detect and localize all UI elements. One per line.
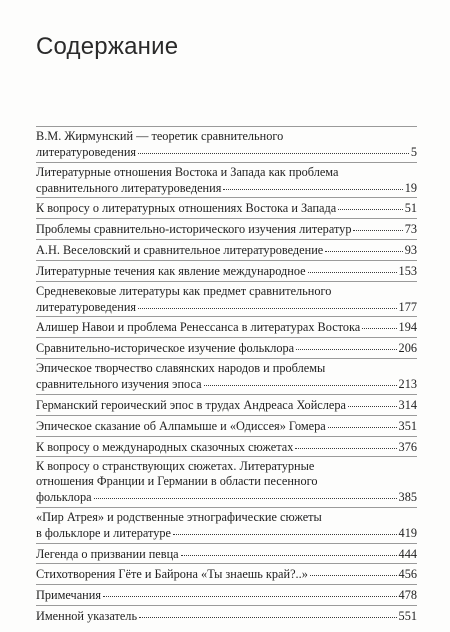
toc-page-number: 194 xyxy=(398,320,417,335)
dot-leader xyxy=(308,261,397,273)
toc-entry xyxy=(36,510,417,541)
toc-entry xyxy=(36,340,417,356)
toc-entry-text: сравнительного изучения эпоса xyxy=(36,376,202,391)
toc-entry xyxy=(36,165,417,196)
toc-page-number: 478 xyxy=(398,588,417,603)
toc-page-number: 351 xyxy=(398,418,417,433)
toc-entry-text: Примечания xyxy=(36,588,102,603)
dot-leader xyxy=(103,585,397,597)
toc-page-number: 376 xyxy=(398,439,417,454)
dot-leader xyxy=(328,416,397,428)
toc-entry xyxy=(36,221,417,237)
toc-entry xyxy=(36,459,417,505)
dot-leader xyxy=(138,297,396,309)
toc-entry-text: фольклора xyxy=(36,490,92,505)
toc-page-number: 551 xyxy=(398,609,417,624)
toc-entry xyxy=(36,418,417,434)
toc-page-number: 177 xyxy=(398,299,417,314)
dot-leader xyxy=(348,395,397,407)
toc-entry-text: Алишер Навои и проблема Ренессанса в литературах Востока xyxy=(36,320,361,335)
toc-entry-text: К вопросу о литературных отношениях Востока и Запада xyxy=(36,201,337,216)
dot-leader xyxy=(296,338,396,350)
toc-page-number: 93 xyxy=(404,243,417,258)
toc-entry-text: В.М. Жирмунский — теоретик сравнительного xyxy=(36,129,284,143)
toc-entry-text: Эпическое творчество славянских народов и проблемы xyxy=(36,361,326,376)
toc-entry-text: К вопросу о международных сказочных сюжетах xyxy=(36,439,294,454)
toc-entry xyxy=(36,129,417,160)
toc-entry xyxy=(36,263,417,279)
toc-entry xyxy=(36,319,417,335)
toc-entry-text: Проблемы сравнительно-исторического изучения литератур xyxy=(36,222,352,237)
dot-leader xyxy=(362,317,396,329)
dot-leader xyxy=(94,487,397,499)
toc-entry-text: Литературные течения как явление международное xyxy=(36,263,306,278)
dot-leader xyxy=(338,198,403,210)
toc-entry xyxy=(36,439,417,455)
toc-page-number: 385 xyxy=(398,490,417,505)
toc-entry xyxy=(36,397,417,413)
toc-entry xyxy=(36,361,417,392)
toc-page-number: 5 xyxy=(410,144,417,159)
toc-entry-text: в фольклоре и литературе xyxy=(36,525,171,540)
toc-page-number: 419 xyxy=(398,525,417,540)
toc-entry-text: А.Н. Веселовский и сравнительное литературоведение xyxy=(36,243,324,258)
toc-page-number: 19 xyxy=(404,180,417,195)
toc-entry xyxy=(36,200,417,216)
toc-entry-text: отношения Франции и Германии в области песенного xyxy=(36,474,318,489)
dot-leader xyxy=(310,564,397,576)
dot-leader xyxy=(138,142,409,154)
toc-entry-text: К вопросу о странствующих сюжетах. Литературные xyxy=(36,459,315,474)
toc-entry-text: Эпическое сказание об Алпамыше и «Одиссея» Гомера xyxy=(36,418,326,433)
dot-leader xyxy=(173,523,397,535)
toc-entry-text: Германский героический эпос в трудах Андреаса Хойслера xyxy=(36,397,346,412)
toc-entry xyxy=(36,546,417,562)
toc-entry xyxy=(36,242,417,258)
dot-leader xyxy=(139,606,396,618)
divider xyxy=(36,281,417,282)
toc-entry-text: литературоведения xyxy=(36,299,137,314)
toc-page-number: 153 xyxy=(398,263,417,278)
page-title: Содержание xyxy=(36,33,179,60)
dot-leader xyxy=(325,240,402,252)
divider xyxy=(36,358,417,359)
toc-page-number: 314 xyxy=(398,397,417,412)
toc-page-number: 73 xyxy=(404,222,417,237)
toc-entry xyxy=(36,587,417,603)
toc-entry-text: Литературные отношения Востока и Запада как проблема xyxy=(36,164,339,179)
toc-entry-text: сравнительного литературоведения xyxy=(36,180,222,195)
toc-entry xyxy=(36,608,417,624)
toc-entry-text: Стихотворения Гёте и Байрона «Ты знаешь край?..» xyxy=(36,567,308,582)
toc-page-number: 456 xyxy=(398,567,417,582)
toc-entry-text: Средневековые литературы как предмет сравнительного xyxy=(36,283,332,298)
divider xyxy=(36,507,417,508)
toc-page-number: 444 xyxy=(398,546,417,561)
dot-leader xyxy=(223,178,402,190)
toc-page-number: 51 xyxy=(404,201,417,216)
dot-leader xyxy=(353,219,402,231)
toc-entry-text: Именной указатель xyxy=(36,609,138,624)
dot-leader xyxy=(295,437,396,449)
divider xyxy=(36,126,417,127)
dot-leader xyxy=(204,374,397,386)
toc-entry xyxy=(36,566,417,582)
toc-entry-text: Легенда о призвании певца xyxy=(36,546,179,561)
divider xyxy=(36,162,417,163)
toc-page-number: 213 xyxy=(398,376,417,391)
toc-entry xyxy=(36,284,417,315)
toc-entry-text: Сравнительно-историческое изучение фольклора xyxy=(36,341,295,356)
toc-entry-text: литературоведения xyxy=(36,144,137,159)
toc-entry-text: «Пир Атрея» и родственные этнографические сюжеты xyxy=(36,509,322,524)
dot-leader xyxy=(181,544,397,556)
divider xyxy=(36,316,417,317)
divider xyxy=(36,456,417,457)
toc-page-number: 206 xyxy=(398,341,417,356)
